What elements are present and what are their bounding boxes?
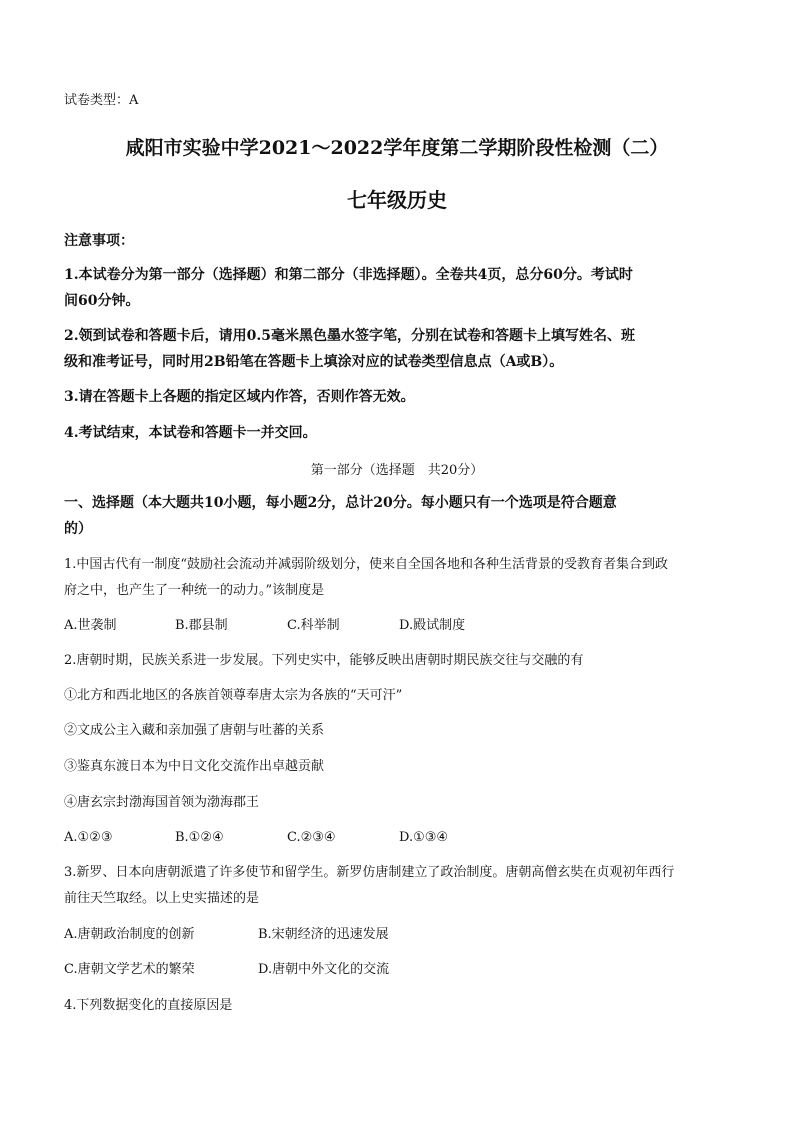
notice-item-2: 2.领到试卷和答题卡后，请用0.5毫米黑色墨水签字笔，分别在试卷和答题卡上填写姓名、班 bbox=[64, 328, 635, 344]
question-1-option-d: D.殿试制度 bbox=[399, 618, 466, 633]
question-1-option-c: C.科举制 bbox=[287, 618, 340, 633]
question-1-stem-cont: 府之中，也产生了一种统一的动力。”该制度是 bbox=[64, 583, 325, 598]
question-2-item-2: ②文成公主入藏和亲加强了唐朝与吐蕃的关系 bbox=[64, 723, 325, 738]
question-3-option-d: D.唐朝中外文化的交流 bbox=[258, 962, 390, 977]
subject-title: 七年级历史 bbox=[347, 188, 447, 212]
question-2-option-b: B.①②④ bbox=[175, 830, 224, 845]
notice-item-4: 4.考试结束，本试卷和答题卡一并交回。 bbox=[64, 425, 317, 441]
question-2-stem: 2.唐朝时期，民族关系进一步发展。下列史实中，能够反映出唐朝时期民族交往与交融的有 bbox=[64, 653, 584, 668]
part-one-heading: 第一部分（选择题 共20分） bbox=[310, 463, 484, 478]
question-3-option-c: C.唐朝文学艺术的繁荣 bbox=[64, 962, 195, 977]
question-3-stem-cont: 前往天竺取经。以上史实描述的是 bbox=[64, 891, 260, 906]
question-2-option-c: C.②③④ bbox=[287, 830, 336, 845]
question-3-option-b: B.宋朝经济的迅速发展 bbox=[258, 927, 389, 942]
section-one-heading: 一、选择题（本大题共10小题，每小题2分，总计20分。每小题只有一个选项是符合题意 bbox=[64, 495, 617, 511]
notice-item-1: 1.本试卷分为第一部分（选择题）和第二部分（非选择题）。全卷共4页，总分60分。考试时 bbox=[64, 267, 633, 283]
notice-item-2-cont: 级和准考证号，同时用2B铅笔在答题卡上填涂对应的试卷类型信息点（A或B）。 bbox=[64, 354, 564, 370]
paper-type-label: 试卷类型：A bbox=[64, 93, 139, 108]
question-2-option-d: D.①③④ bbox=[399, 830, 449, 845]
question-2-item-3: ③鉴真东渡日本为中日文化交流作出卓越贡献 bbox=[64, 759, 325, 774]
question-2-item-4: ④唐玄宗封渤海国首领为渤海郡王 bbox=[64, 795, 260, 810]
question-3-stem: 3.新罗、日本向唐朝派遣了许多使节和留学生。新罗仿唐制建立了政治制度。唐朝高僧玄奘在贞观初年西行 bbox=[64, 865, 675, 880]
section-one-heading-cont: 的） bbox=[64, 521, 92, 537]
question-1-option-b: B.郡县制 bbox=[175, 618, 228, 633]
question-3-option-a: A.唐朝政治制度的创新 bbox=[64, 927, 195, 942]
question-4-stem: 4.下列数据变化的直接原因是 bbox=[64, 998, 233, 1013]
question-2-item-1: ①北方和西北地区的各族首领尊奉唐太宗为各族的“天可汗” bbox=[64, 688, 403, 703]
notice-heading: 注意事项： bbox=[64, 233, 134, 249]
exam-title: 咸阳市实验中学2021～2022学年度第二学期阶段性检测（二） bbox=[125, 137, 669, 159]
question-2-option-a: A.①②③ bbox=[64, 830, 113, 845]
question-1-stem: 1.中国古代有一制度“鼓励社会流动并减弱阶级划分，使来自全国各地和各种生活背景的受教育者集合到政 bbox=[64, 557, 669, 572]
notice-item-1-cont: 间60分钟。 bbox=[64, 293, 140, 309]
notice-item-3: 3.请在答题卡上各题的指定区域内作答，否则作答无效。 bbox=[64, 389, 415, 405]
question-1-option-a: A.世袭制 bbox=[64, 618, 117, 633]
